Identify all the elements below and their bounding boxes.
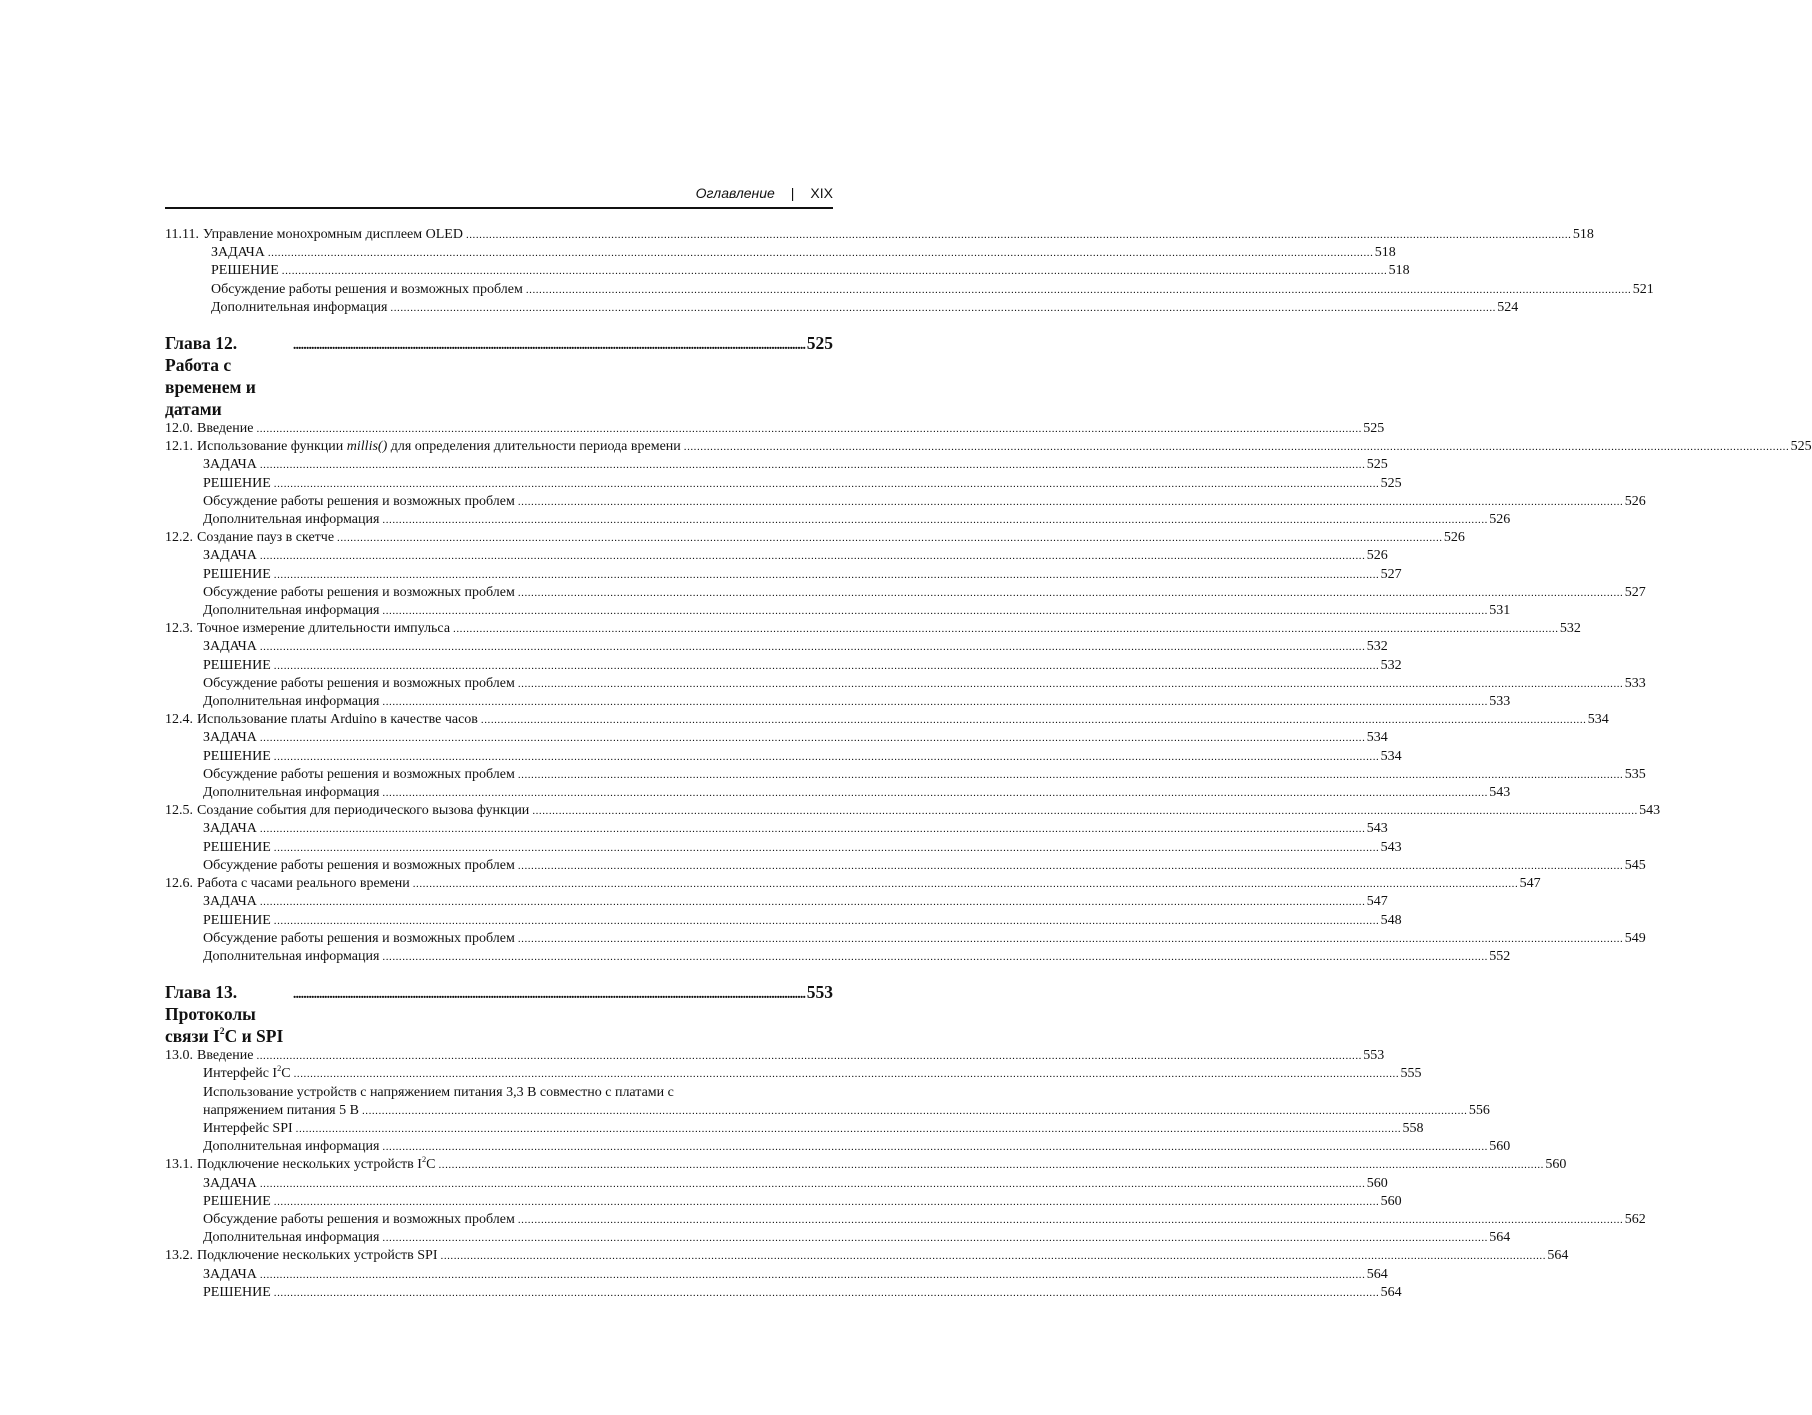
toc-item[interactable]	[165, 1120, 1424, 1138]
dot-leader	[274, 475, 1378, 493]
toc-entry-title: Глава 12. Работа с временем и датами	[165, 333, 256, 420]
toc-item[interactable]	[165, 1063, 1422, 1083]
dot-leader	[438, 1156, 1542, 1174]
dot-leader	[382, 602, 1486, 620]
toc-page-number: 547	[1366, 894, 1388, 910]
toc-section-number: 13.1.	[165, 1157, 193, 1173]
book-page	[165, 185, 1812, 1302]
toc-page-number: 560	[1366, 1175, 1388, 1191]
toc-entry-title: Обсуждение работы решения и возможных проблем	[203, 1211, 515, 1227]
toc-section-12-2[interactable]	[165, 529, 1465, 547]
toc-item[interactable]	[165, 638, 1388, 656]
toc-entry-title: Точное измерение длительности импульса	[197, 621, 451, 637]
section-title: Оглавление	[695, 185, 775, 201]
toc-item[interactable]	[165, 547, 1388, 565]
toc-entry-title: РЕШЕНИЕ	[211, 263, 279, 279]
toc-entry-title: C	[426, 1157, 436, 1173]
toc-page-number: 535	[1624, 766, 1646, 782]
toc-section-12-1[interactable]	[165, 438, 1812, 456]
dot-leader	[390, 299, 1494, 317]
toc-page-number: 543	[1489, 785, 1511, 801]
toc-page-number: 564	[1380, 1284, 1402, 1300]
dot-leader	[274, 1284, 1378, 1302]
toc-item[interactable]	[165, 511, 1511, 529]
toc-page-number: 562	[1624, 1211, 1646, 1227]
dot-leader	[518, 930, 1622, 948]
toc-section-12-3[interactable]	[165, 620, 1581, 638]
toc-item[interactable]	[165, 493, 1646, 511]
toc-entry-title: РЕШЕНИЕ	[203, 475, 271, 491]
dot-leader	[260, 893, 1364, 911]
toc-section-12-6[interactable]	[165, 875, 1541, 893]
toc-page-number: 531	[1489, 603, 1511, 619]
dot-leader	[256, 1047, 1360, 1065]
dot-leader	[382, 784, 1486, 802]
toc-page-number: 533	[1624, 675, 1646, 691]
toc-page-number: 534	[1587, 712, 1609, 728]
dot-leader	[518, 766, 1622, 784]
dot-leader	[382, 948, 1486, 966]
toc-item[interactable]	[165, 281, 1654, 299]
toc-page-number: 534	[1366, 730, 1388, 746]
page-number: XIX	[810, 185, 833, 201]
toc-entry-title: Дополнительная информация	[203, 785, 380, 801]
toc-item[interactable]	[165, 1284, 1402, 1302]
toc-entry-title: Обсуждение работы решения и возможных проблем	[211, 281, 523, 297]
toc-page-number: 543	[1639, 803, 1661, 819]
dot-leader	[256, 420, 1360, 438]
dot-leader	[260, 456, 1364, 474]
toc-entry-title: Обсуждение работы решения и возможных проблем	[203, 584, 515, 600]
toc-page-number: 564	[1366, 1266, 1388, 1282]
toc-entry-title: ЗАДАЧА	[203, 639, 257, 655]
toc-entry-title: ЗАДАЧА	[211, 245, 265, 261]
toc-page-number: 555	[1400, 1066, 1422, 1082]
dot-leader	[282, 262, 1386, 280]
toc-chapter-12[interactable]	[165, 332, 833, 420]
dot-leader	[441, 1247, 1545, 1265]
toc-entry-title: C и SPI	[224, 1026, 284, 1047]
dot-leader	[532, 802, 1636, 820]
toc-entry-title: 553	[806, 982, 833, 1003]
dot-leader	[362, 1102, 1466, 1120]
toc-page-number: 518	[1572, 227, 1594, 242]
dot-leader	[293, 981, 804, 1006]
toc-entry-title: ЗАДАЧА	[203, 894, 257, 910]
toc-entry-title: Интерфейс SPI	[203, 1120, 293, 1136]
toc-entry-title: Обсуждение работы решения и возможных проблем	[203, 930, 515, 946]
toc-section-11-11[interactable]	[165, 226, 1594, 244]
toc-entry-title: Дополнительная информация	[203, 603, 380, 619]
toc-item[interactable]	[165, 729, 1388, 747]
toc-page-number: 564	[1547, 1248, 1569, 1264]
toc-item[interactable]	[165, 657, 1402, 675]
table-of-contents	[165, 226, 1812, 1302]
toc-entry-title: Работа с часами реального времени	[197, 876, 410, 892]
toc-section-number: 13.2.	[165, 1248, 193, 1264]
toc-entry-title: 2	[421, 1154, 427, 1164]
toc-entry-title: Дополнительная информация	[203, 1230, 380, 1246]
toc-entry-title: C	[281, 1066, 291, 1082]
toc-item[interactable]	[165, 584, 1646, 602]
toc-page-number: 525	[1363, 421, 1385, 437]
toc-page-number: 553	[1363, 1048, 1385, 1064]
toc-entry-title: Дополнительная информация	[203, 512, 380, 528]
toc-entry-title: Использование платы Arduino в качестве часов	[197, 712, 478, 728]
toc-section-number: 12.5.	[165, 803, 193, 819]
toc-page-number: 525	[1366, 457, 1388, 473]
toc-entry-title: Интерфейс I	[203, 1066, 278, 1082]
toc-item[interactable]	[165, 602, 1511, 620]
toc-item[interactable]	[165, 912, 1402, 930]
dot-leader	[466, 226, 1570, 244]
dot-leader	[413, 875, 1517, 893]
toc-page-number: 527	[1624, 584, 1646, 600]
toc-item[interactable]	[165, 857, 1646, 875]
toc-page-number: 560	[1489, 1139, 1511, 1155]
toc-entry-title: Обсуждение работы решения и возможных проблем	[203, 493, 515, 509]
dot-leader	[274, 912, 1378, 930]
toc-item[interactable]	[165, 1211, 1646, 1229]
toc-section-12-4[interactable]	[165, 711, 1609, 729]
toc-entry-title: Подключение нескольких устройств SPI	[197, 1248, 438, 1264]
toc-page-number: 526	[1489, 512, 1511, 528]
dot-leader	[518, 857, 1622, 875]
toc-item[interactable]	[165, 475, 1402, 493]
toc-entry-title: напряжением питания 5 В	[203, 1102, 359, 1118]
toc-page-number: 526	[1366, 548, 1388, 564]
toc-entry-title: Дополнительная информация	[211, 299, 388, 315]
toc-entry-title: 2	[219, 1026, 225, 1038]
dot-leader	[296, 1120, 1400, 1138]
dot-leader	[382, 1138, 1486, 1156]
toc-entry-title: Дополнительная информация	[203, 948, 380, 964]
dot-leader	[518, 584, 1622, 602]
toc-section-13-2[interactable]	[165, 1247, 1569, 1265]
toc-page-number: 548	[1380, 912, 1402, 928]
dot-leader	[526, 281, 1630, 299]
toc-page-number: 558	[1402, 1120, 1424, 1136]
dot-leader	[382, 693, 1486, 711]
dot-leader	[518, 1211, 1622, 1229]
header-separator: |	[790, 185, 795, 201]
toc-item[interactable]	[165, 1138, 1511, 1156]
toc-page-number: 524	[1497, 299, 1519, 315]
toc-item[interactable]	[165, 948, 1511, 966]
dot-leader	[268, 244, 1372, 262]
toc-section-number: 12.6.	[165, 876, 193, 892]
toc-page-number: 525	[1380, 475, 1402, 491]
toc-entry-title: Использование устройств с напряжением питания 3,3 В совместно с платами с	[203, 1084, 674, 1100]
toc-item[interactable]	[165, 839, 1402, 857]
dot-leader	[274, 566, 1378, 584]
toc-page-number: 532	[1366, 639, 1388, 655]
toc-item[interactable]	[165, 748, 1402, 766]
toc-section-number: 12.3.	[165, 621, 193, 637]
toc-section-12-5[interactable]	[165, 802, 1661, 820]
toc-item[interactable]	[165, 930, 1646, 948]
toc-page-number: 552	[1489, 948, 1511, 964]
toc-section-12-0[interactable]	[165, 420, 1385, 438]
toc-page-number: 521	[1632, 281, 1654, 297]
toc-entry-title: 525	[806, 333, 833, 354]
toc-section-number: 12.0.	[165, 421, 193, 437]
toc-item[interactable]	[165, 893, 1388, 911]
toc-entry-title: Обсуждение работы решения и возможных проблем	[203, 857, 515, 873]
toc-entry-title: Введение	[197, 1048, 254, 1064]
toc-chapter-13[interactable]	[165, 981, 833, 1047]
toc-section-number: 11.11.	[165, 227, 199, 242]
toc-item[interactable]	[165, 262, 1410, 280]
toc-item[interactable]	[165, 1102, 1490, 1120]
toc-entry-title: РЕШЕНИЕ	[203, 566, 271, 582]
toc-item[interactable]	[165, 693, 1511, 711]
toc-section-number: 12.4.	[165, 712, 193, 728]
running-header	[165, 185, 833, 209]
toc-section-number: 12.2.	[165, 530, 193, 546]
toc-page-number: 526	[1443, 530, 1465, 546]
toc-entry-title: РЕШЕНИЕ	[203, 912, 271, 928]
toc-entry-title: Введение	[197, 421, 254, 437]
toc-entry-title: Создание пауз в скетче	[197, 530, 335, 546]
toc-entry-title: РЕШЕНИЕ	[203, 1284, 271, 1300]
toc-section-number: 12.1.	[165, 439, 193, 455]
dot-leader	[260, 1266, 1364, 1284]
toc-item[interactable]	[165, 1175, 1388, 1193]
toc-entry-title: ЗАДАЧА	[203, 1175, 257, 1191]
toc-entry-title: Использование функции	[197, 439, 347, 455]
dot-leader	[684, 438, 1788, 456]
dot-leader	[260, 820, 1364, 838]
toc-entry-title: Дополнительная информация	[203, 1139, 380, 1155]
toc-page-number: 527	[1380, 566, 1402, 582]
toc-page-number: 564	[1489, 1230, 1511, 1246]
toc-section-13-0[interactable]	[165, 1047, 1385, 1065]
toc-page-number: 532	[1380, 657, 1402, 673]
dot-leader	[453, 620, 1557, 638]
toc-item[interactable]	[165, 766, 1646, 784]
dot-leader	[274, 657, 1378, 675]
toc-entry-title: РЕШЕНИЕ	[203, 748, 271, 764]
toc-entry-title: Дополнительная информация	[203, 694, 380, 710]
toc-entry-title: ЗАДАЧА	[203, 1266, 257, 1282]
toc-entry-title: ЗАДАЧА	[203, 457, 257, 473]
dot-leader	[274, 748, 1378, 766]
dot-leader	[382, 1229, 1486, 1247]
toc-entry-title: для определения длительности периода времени	[387, 439, 681, 455]
dot-leader	[382, 511, 1486, 529]
toc-item[interactable]	[165, 820, 1388, 838]
toc-section-number: 13.0.	[165, 1048, 193, 1064]
toc-entry-title: millis()	[346, 439, 388, 455]
toc-page-number: 534	[1380, 748, 1402, 764]
toc-entry-title: Глава 13. Протоколы связи I	[165, 982, 256, 1047]
toc-page-number: 518	[1374, 245, 1396, 261]
toc-page-number: 543	[1366, 821, 1388, 837]
dot-leader	[274, 839, 1378, 857]
toc-page-number: 525	[1790, 439, 1812, 455]
toc-item[interactable]	[165, 675, 1646, 693]
toc-page-number: 545	[1624, 857, 1646, 873]
toc-page-number: 547	[1519, 876, 1541, 892]
toc-entry-title: Обсуждение работы решения и возможных проблем	[203, 766, 515, 782]
dot-leader	[294, 1065, 1398, 1083]
toc-page-number: 532	[1559, 621, 1581, 637]
dot-leader	[481, 711, 1585, 729]
dot-leader	[260, 547, 1364, 565]
dot-leader	[260, 729, 1364, 747]
toc-entry-title: Управление монохромным дисплеем OLED	[202, 227, 463, 242]
toc-entry-title: 2	[277, 1063, 282, 1073]
toc-entry-title: ЗАДАЧА	[203, 548, 257, 564]
toc-page-number: 556	[1468, 1102, 1490, 1118]
toc-item[interactable]	[165, 566, 1402, 584]
dot-leader	[274, 1193, 1378, 1211]
toc-item[interactable]	[165, 784, 1511, 802]
dot-leader	[518, 675, 1622, 693]
toc-item[interactable]	[165, 456, 1388, 474]
toc-item[interactable]	[165, 244, 1396, 262]
toc-page-number: 526	[1624, 493, 1646, 509]
toc-page-number: 518	[1388, 263, 1410, 279]
toc-entry-title: Обсуждение работы решения и возможных проблем	[203, 675, 515, 691]
toc-item[interactable]	[165, 299, 1519, 317]
toc-item[interactable]	[165, 1193, 1402, 1211]
dot-leader	[337, 529, 1441, 547]
toc-page-number: 543	[1380, 839, 1402, 855]
dot-leader	[293, 332, 804, 357]
toc-entry-title: ЗАДАЧА	[203, 821, 257, 837]
toc-entry-title: Создание события для периодического вызова функции	[197, 803, 530, 819]
toc-entry-title: РЕШЕНИЕ	[203, 839, 271, 855]
toc-page-number: 560	[1380, 1193, 1402, 1209]
toc-section-13-1[interactable]	[165, 1154, 1567, 1174]
toc-page-number: 533	[1489, 694, 1511, 710]
toc-entry-title: РЕШЕНИЕ	[203, 1193, 271, 1209]
toc-entry-title: ЗАДАЧА	[203, 730, 257, 746]
toc-item[interactable]	[165, 1266, 1388, 1284]
toc-item[interactable]	[165, 1229, 1511, 1247]
toc-entry-title: Подключение нескольких устройств I	[197, 1157, 422, 1173]
dot-leader	[260, 1175, 1364, 1193]
toc-item-line[interactable]	[165, 1084, 833, 1102]
toc-page-number: 560	[1545, 1157, 1567, 1173]
toc-page-number: 549	[1624, 930, 1646, 946]
toc-entry-title: РЕШЕНИЕ	[203, 657, 271, 673]
dot-leader	[518, 493, 1622, 511]
dot-leader	[260, 638, 1364, 656]
